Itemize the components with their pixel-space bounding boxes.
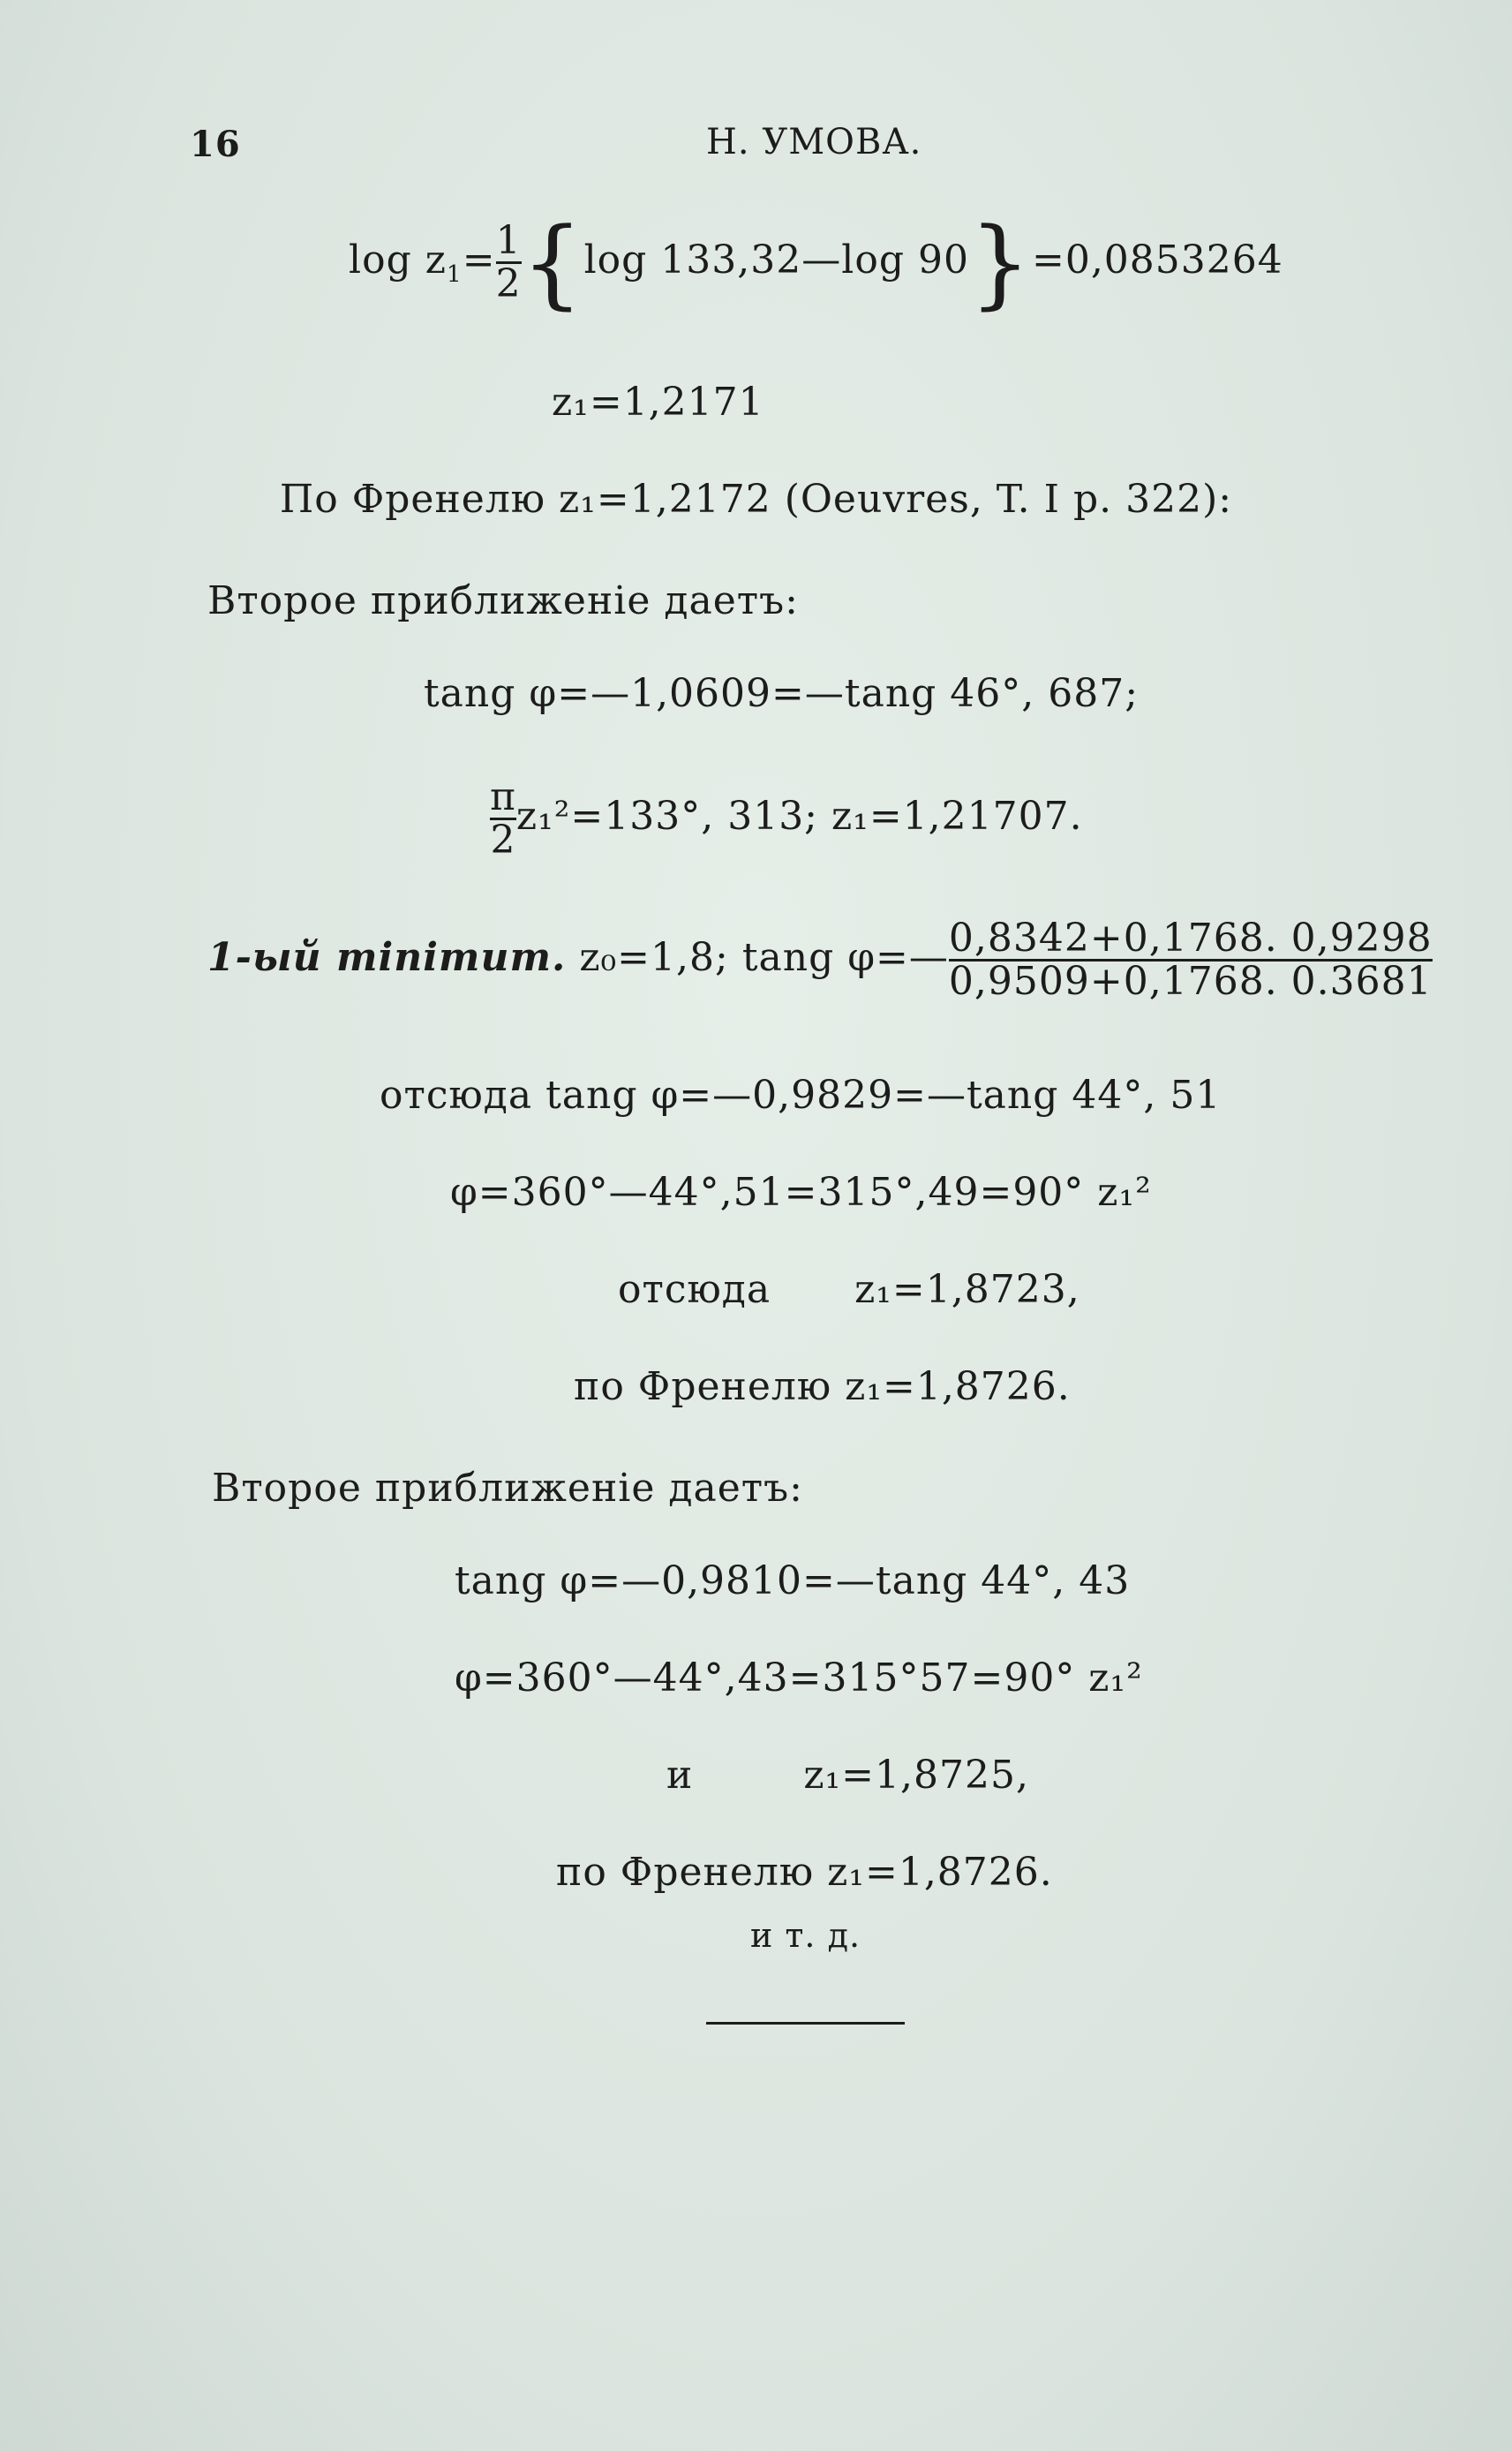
second-approx-heading-1: Второе приближеніе даетъ: xyxy=(207,578,799,623)
eq-result: =0,0853264 xyxy=(1031,238,1283,283)
eq-sign: = xyxy=(462,238,496,283)
pi-fraction xyxy=(490,774,516,864)
fresnel-line-2: по Френелю z₁=1,8726. xyxy=(574,1364,1071,1409)
otsyuda-val: z₁=1,8723, xyxy=(854,1267,1080,1312)
fresnel-line-1: По Френелю z₁=1,2172 (Oeuvres, T. I p. 322): xyxy=(279,477,1233,522)
i-val: z₁=1,8725, xyxy=(803,1753,1029,1798)
right-brace: } xyxy=(968,206,1032,320)
phi-line-2: φ=360°—44°,43=315°57=90° z₁² xyxy=(455,1655,1143,1701)
running-title: Н. УМОВА. xyxy=(706,122,922,162)
pi-over-two-line xyxy=(490,774,1083,864)
etc-line: и т. д. xyxy=(750,1916,861,1955)
minimum-label: 1-ый minimum. xyxy=(207,935,567,981)
minimum-fraction xyxy=(948,916,1433,1005)
second-approx-heading-2: Второе приближеніе даетъ: xyxy=(212,1466,803,1511)
z1-value-line: z₁=1,2171 xyxy=(552,380,764,425)
otsyuda-z1-line xyxy=(618,1267,1080,1312)
i-z1-line xyxy=(666,1753,1029,1798)
tang-line-1: tang φ=—1,0609=—tang 46°, 687; xyxy=(424,671,1140,716)
pi-rest: z₁²=133°, 313; z₁=1,21707. xyxy=(515,794,1083,840)
first-minimum-line xyxy=(207,916,1433,1005)
eq-lhs-sub: 1 xyxy=(446,260,463,288)
pi-den: 2 xyxy=(490,818,516,864)
half-fraction xyxy=(495,218,522,307)
equation-log-z1 xyxy=(349,206,1283,320)
otsyuda-tang-line: отсюда tang φ=—0,9829=—tang 44°, 51 xyxy=(380,1073,1222,1118)
minimum-num: 0,8342+0,1768. 0,9298 xyxy=(948,916,1433,961)
minimum-mid: z₀=1,8; tang φ=— xyxy=(579,935,949,981)
eq-body: log 133,32—log 90 xyxy=(583,238,969,283)
left-brace: { xyxy=(521,206,584,320)
pi-num: π xyxy=(490,774,516,819)
half-num: 1 xyxy=(495,218,522,263)
otsyuda-word: отсюда xyxy=(618,1267,771,1312)
tang-line-2: tang φ=—0,9810=—tang 44°, 43 xyxy=(455,1558,1131,1603)
i-word: и xyxy=(666,1753,694,1798)
half-den: 2 xyxy=(495,261,522,307)
fresnel-line-3: по Френелю z₁=1,8726. xyxy=(556,1850,1053,1895)
phi-line-1: φ=360°—44°,51=315°,49=90° z₁² xyxy=(450,1170,1152,1215)
page-number: 16 xyxy=(190,124,241,165)
minimum-den: 0,9509+0,1768. 0.3681 xyxy=(948,959,1433,1005)
eq-lhs: log z xyxy=(349,238,447,283)
closing-rule xyxy=(706,2022,905,2025)
